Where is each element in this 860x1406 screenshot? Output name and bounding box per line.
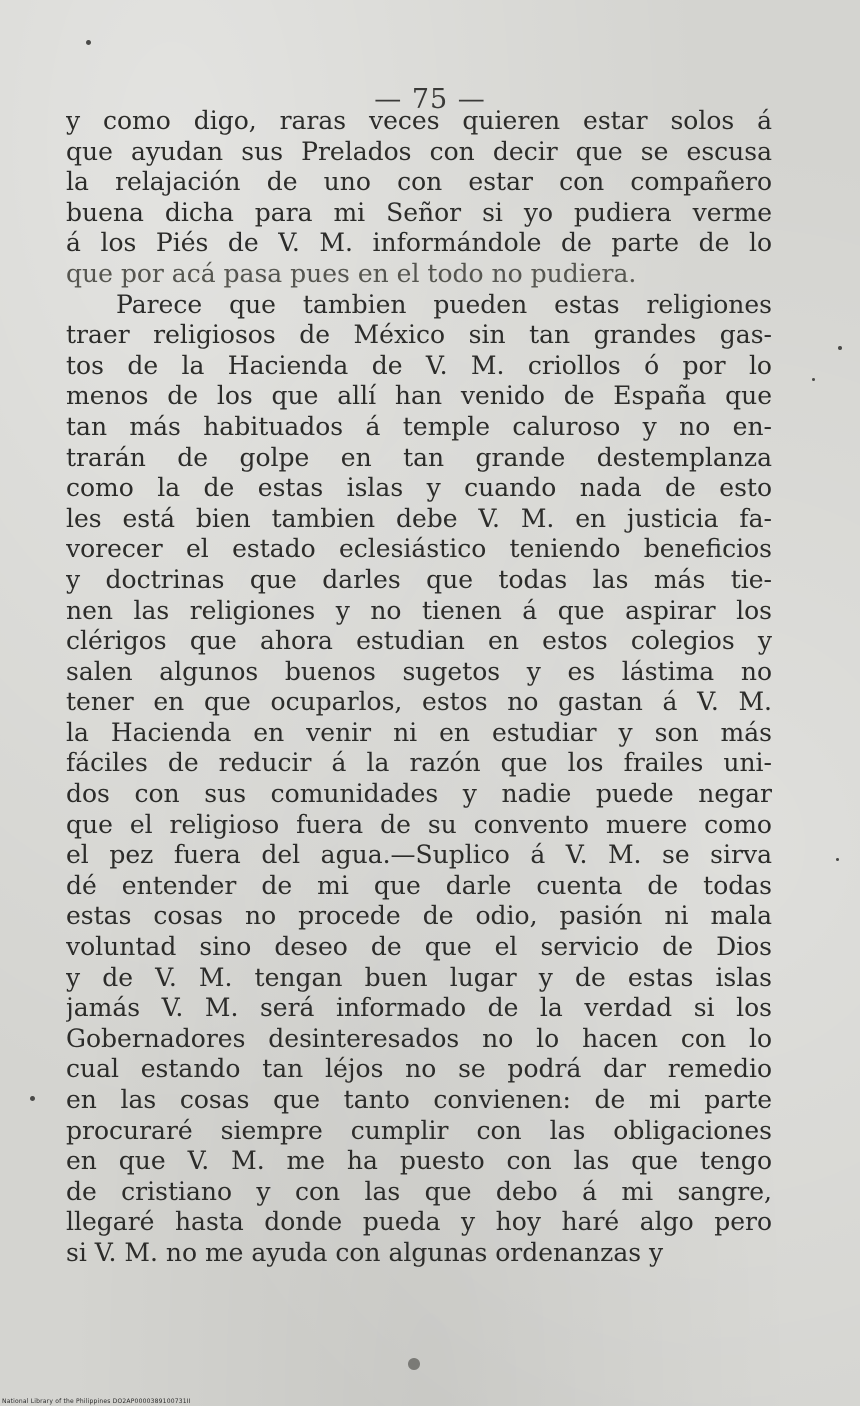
text-line: llegaré hasta donde pueda y hoy haré algo pero	[66, 1207, 772, 1237]
text-line: en las cosas que tanto convienen: de mi parte	[66, 1085, 772, 1114]
text-line: la relajación de uno con estar con compañero	[66, 167, 772, 197]
text-line: el pez fuera del agua.—Suplico á V. M. se sirva	[66, 840, 772, 870]
page-number: — 75 —	[374, 84, 486, 115]
scan-speck	[838, 346, 842, 350]
text-line: vorecer el estado eclesiástico teniendo beneficios	[66, 534, 772, 564]
text-line: traer religiosos de México sin tan grandes gas-	[66, 320, 772, 350]
text-line: procuraré siempre cumplir con las obligaciones	[66, 1115, 772, 1145]
text-line: menos de los que allí han venido de España que	[66, 381, 772, 411]
text-line: les está bien tambien debe V. M. en justicia fa-	[66, 503, 772, 533]
text-line: que ayudan sus Prelados con decir que se escusa	[66, 136, 772, 166]
text-line: estas cosas no procede de odio, pasión ni mala	[66, 901, 772, 931]
text-line: clérigos que ahora estudian en estos colegios y	[66, 626, 772, 656]
footer-credit: National Library of the Philippines DO2AP0000389100731II	[2, 1398, 191, 1405]
text-line: como la de estas islas y cuando nada de esto	[66, 473, 772, 503]
text-line: que por acá pasa pues en el todo no pudiera.	[66, 258, 637, 288]
text-line: á los Piés de V. M. informándole de parte de lo	[66, 228, 772, 258]
scan-speck	[408, 1358, 420, 1370]
text-line: tan más habituados á temple caluroso y no en-	[66, 411, 772, 441]
text-line: tener en que ocuparlos, estos no gastan á V. M.	[66, 687, 772, 717]
text-line: voluntad sino deseo de que el servicio de Dios	[66, 932, 772, 962]
text-line: trarán de golpe en tan grande destemplanza	[66, 442, 772, 472]
body-text	[66, 106, 772, 1269]
text-line: de cristiano y con las que debo á mi sangre,	[66, 1176, 772, 1206]
text-line: salen algunos buenos sugetos y es lástima no	[66, 656, 772, 686]
text-line: tos de la Hacienda de V. M. criollos ó por lo	[66, 350, 772, 380]
text-line: que el religioso fuera de su convento muere como	[66, 809, 772, 839]
text-line: si V. M. no me ayuda con algunas ordenanzas y	[66, 1237, 664, 1267]
text-line: dé entender de mi que darle cuenta de todas	[66, 870, 772, 900]
text-line: la Hacienda en venir ni en estudiar y son más	[66, 717, 772, 747]
text-line: Gobernadores desinteresados no lo hacen con lo	[66, 1023, 772, 1053]
scan-speck	[30, 1096, 35, 1101]
scan-speck	[86, 40, 91, 45]
scan-speck	[836, 858, 839, 861]
text-line: nen las religiones y no tienen á que aspirar los	[66, 595, 772, 625]
text-line: fáciles de reducir á la razón que los frailes uni-	[66, 748, 772, 778]
text-line: en que V. M. me ha puesto con las que tengo	[66, 1146, 772, 1176]
text-line: y como digo, raras veces quieren estar solos á	[66, 106, 772, 135]
text-line: buena dicha para mi Señor si yo pudiera verme	[66, 197, 772, 227]
text-line: cual estando tan léjos no se podrá dar remedio	[66, 1054, 772, 1084]
text-line: y de V. M. tengan buen lugar y de estas islas	[66, 962, 772, 992]
text-line: y doctrinas que darles que todas las más tie-	[66, 564, 772, 594]
paragraph-start-line: Parece que tambien pueden estas religiones	[116, 289, 772, 319]
text-line: dos con sus comunidades y nadie puede negar	[66, 779, 772, 809]
text-line: jamás V. M. será informado de la verdad si los	[66, 993, 772, 1023]
scan-speck	[812, 378, 815, 381]
